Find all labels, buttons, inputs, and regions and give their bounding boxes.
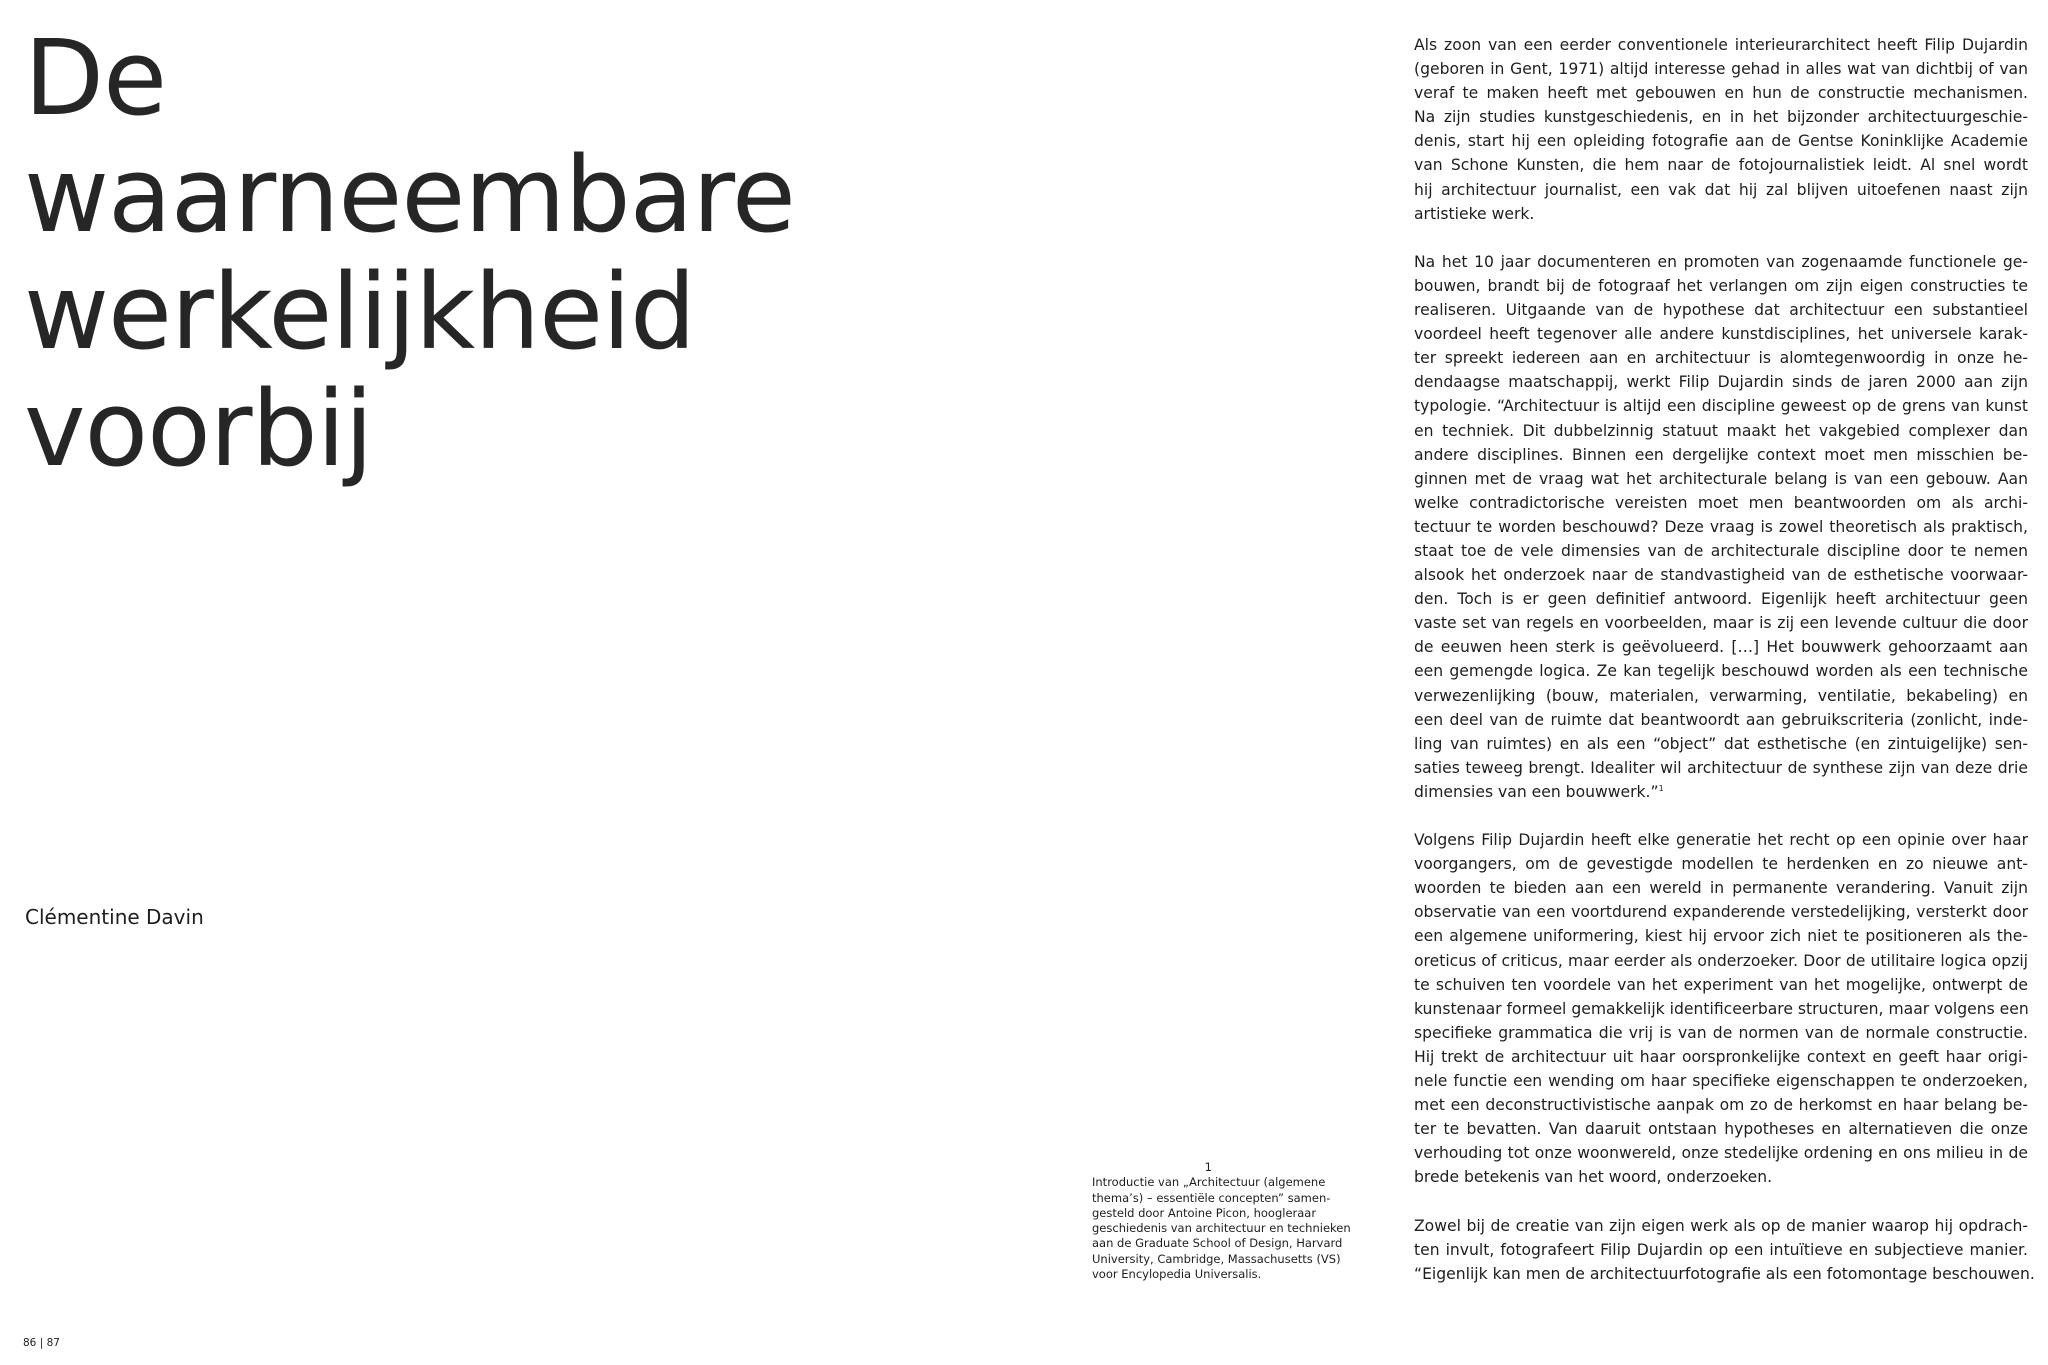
body-line-text: tectuur te worden beschouwd? Deze vraag is zowel theoretisch als praktisch, bbox=[1414, 517, 2028, 536]
body-line bbox=[1414, 708, 2028, 732]
body-paragraph bbox=[1414, 1214, 2035, 1286]
footnote-line: voor Encylopedia Universalis. bbox=[1092, 1267, 1262, 1282]
body-line bbox=[1414, 900, 2028, 924]
body-line bbox=[1414, 298, 2028, 322]
body-line-text: ling van ruimtes) en als een “object” dat esthetische (en zintuigelijke) sen- bbox=[1414, 734, 2028, 753]
body-line-text: Hij trekt de architectuur uit haar oorspronkelijke context en geeft haar origi- bbox=[1414, 1047, 2028, 1066]
body-line-text: realiseren. Uitgaande van de hypothese dat architectuur een substantieel bbox=[1414, 301, 2028, 320]
body-line-text: staat toe de vele dimensies van de architecturale discipline door te nemen bbox=[1414, 541, 2028, 560]
author-name: Clémentine Davin bbox=[25, 905, 204, 929]
body-line bbox=[1414, 539, 2028, 563]
body-line bbox=[1414, 250, 2028, 274]
body-line-text: Als zoon van een eerder conventionele interieurarchitect heeft Filip Dujardin bbox=[1414, 36, 2028, 54]
body-line bbox=[1414, 1093, 2028, 1117]
title-line: werkelijkheid bbox=[24, 251, 696, 373]
body-line bbox=[1414, 1069, 2028, 1093]
body-line bbox=[1414, 1214, 2028, 1238]
body-paragraph bbox=[1414, 33, 2028, 226]
body-line bbox=[1414, 346, 2028, 370]
footnote-text bbox=[1092, 1175, 1351, 1282]
body-line bbox=[1414, 1021, 2028, 1045]
body-line bbox=[1414, 828, 2028, 852]
body-line bbox=[1414, 635, 2028, 659]
footnote-line: geschiedenis van architectuur en technieken bbox=[1092, 1221, 1351, 1236]
body-line-text: met een deconstructivistische aanpak om zo de herkomst en haar belang be- bbox=[1414, 1096, 2028, 1115]
body-line-text: artistieke werk. bbox=[1414, 204, 1535, 223]
body-line-text: saties teweeg brengt. Idealiter wil architectuur de synthese zijn van deze drie bbox=[1414, 758, 2028, 777]
body-line-text: ten invult, fotografeert Filip Dujardin op een intuïtieve en subjectieve manier. bbox=[1414, 1240, 2028, 1259]
body-line-text: “Eigenlijk kan men de architectuurfotografie als een fotomontage beschouwen. bbox=[1414, 1264, 2035, 1283]
footnote-line: gesteld door Antoine Picon, hoogleraar bbox=[1092, 1205, 1317, 1220]
footnote-line: University, Cambridge, Massachusetts (VS) bbox=[1092, 1251, 1341, 1266]
body-line bbox=[1414, 1238, 2028, 1262]
body-line-text: alsook het onderzoek naar de standvastigheid van de esthetische voorwaar- bbox=[1414, 566, 2028, 585]
body-line bbox=[1414, 611, 2028, 635]
body-line bbox=[1414, 1117, 2028, 1141]
body-line-text: vaste set van regels en voorbeelden, maar is zij een levende cultuur die door bbox=[1414, 614, 2028, 633]
body-line bbox=[1414, 1165, 2028, 1189]
body-line-text: woorden te bieden aan een wereld in permanente verandering. Vanuit zijn bbox=[1414, 879, 2028, 898]
body-line-text: ter te bevatten. Van daaruit ontstaan hypotheses en alternatieven die onze bbox=[1414, 1120, 2028, 1139]
body-line-text: van Schone Kunsten, die hem naar de fotojournalistiek leidt. Al snel wordt bbox=[1414, 156, 2028, 175]
body-line-text: specifieke grammatica die vrij is van de normen van de normale constructie. bbox=[1414, 1023, 2028, 1042]
body-line-text: brede betekenis van het woord, onderzoeken. bbox=[1414, 1168, 1773, 1187]
body-line-text: typologie. “Architectuur is altijd een discipline geweest op de grens van kunst bbox=[1414, 397, 2028, 416]
body-line-text: andere disciplines. Binnen een dergelijke context moet men misschien be- bbox=[1414, 445, 2028, 464]
body-line-text: dimensies van een bouwwerk.” bbox=[1414, 782, 1659, 801]
body-line-text: (geboren in Gent, 1971) altijd interesse gehad in alles wat van dichtbij of van bbox=[1414, 60, 2028, 79]
body-line-text: voordeel heeft tegenover alle andere kunstdisciplines, het universele karak- bbox=[1414, 325, 2028, 344]
body-line bbox=[1414, 515, 2028, 539]
body-line-text: verhouding tot onze woonwereld, onze stedelijke ordening en ons milieu in de bbox=[1414, 1144, 2028, 1163]
body-line-text: Volgens Filip Dujardin heeft elke generatie het recht op een opinie over haar bbox=[1414, 831, 2028, 850]
body-paragraph bbox=[1414, 828, 2028, 1189]
body-line bbox=[1414, 419, 2028, 443]
body-line-text: dendaagse maatschappij, werkt Filip Dujardin sinds de jaren 2000 aan zijn bbox=[1414, 373, 2028, 392]
body-text-column bbox=[1414, 33, 2035, 1310]
body-line-text: Zowel bij de creatie van zijn eigen werk als op de manier waarop hij opdrach- bbox=[1414, 1216, 2028, 1235]
footnote-number: 1 bbox=[1204, 1160, 1212, 1174]
body-line-text: welke contradictorische vereisten moet men beantwoorden om als archi- bbox=[1414, 493, 2028, 512]
body-line bbox=[1414, 756, 2028, 780]
footnote-line: aan de Graduate School of Design, Harvard bbox=[1092, 1236, 1343, 1251]
body-line-text: bouwen, brandt bij de fotograaf het verlangen om zijn eigen constructies te bbox=[1414, 276, 2028, 295]
body-line bbox=[1414, 732, 2028, 756]
body-line bbox=[1414, 57, 2028, 81]
body-line bbox=[1414, 394, 2028, 418]
footnote-line: thema’s) – essentiële concepten” samen- bbox=[1092, 1190, 1331, 1205]
body-line bbox=[1414, 1141, 2028, 1165]
article-title bbox=[24, 17, 904, 490]
body-line bbox=[1414, 178, 2028, 202]
body-line-text: voorgangers, om de gevestigde modellen te herdenken en zo nieuwe ant- bbox=[1414, 855, 2028, 874]
body-line-text: verwezenlijking (bouw, materialen, verwarming, ventilatie, bekabeling) en bbox=[1414, 686, 2028, 705]
body-line bbox=[1414, 443, 2028, 467]
body-line bbox=[1414, 587, 2028, 611]
body-line-text: kunstenaar formeel gemakkelijk identificeerbare structuren, maar volgens een bbox=[1414, 999, 2029, 1018]
body-line bbox=[1414, 467, 2028, 491]
body-line bbox=[1414, 852, 2028, 876]
body-line-text: oreticus of criticus, maar eerder als onderzoeker. Door de utilitaire logica opzij bbox=[1414, 951, 2028, 970]
body-line-text: een algemene uniformering, kiest hij ervoor zich niet te positioneren als the- bbox=[1414, 927, 2028, 946]
body-line bbox=[1414, 1045, 2028, 1069]
body-paragraph bbox=[1414, 250, 2028, 804]
body-line bbox=[1414, 129, 2028, 153]
body-line-text: observatie van een voortdurend expanderende verstedelijking, versterkt door bbox=[1414, 903, 2028, 922]
footnote-line: Introductie van „Architectuur (algemene bbox=[1092, 1175, 1326, 1190]
body-line-text: denis, start hij een opleiding fotografie aan de Gentse Koninklijke Academie bbox=[1414, 132, 2028, 151]
body-line bbox=[1414, 876, 2028, 900]
body-line bbox=[1414, 563, 2028, 587]
body-line bbox=[1414, 81, 2028, 105]
body-line-text: ginnen met de vraag wat het architecturale belang is van een gebouw. Aan bbox=[1414, 469, 2028, 488]
body-line bbox=[1414, 491, 2028, 515]
title-line: waarneembare bbox=[24, 134, 795, 256]
body-line-text: ter spreekt iedereen aan en architectuur is alomtegenwoordig in onze he- bbox=[1414, 349, 2028, 368]
body-line bbox=[1414, 33, 2028, 57]
body-line-text: veraf te maken heeft met gebouwen en hun de constructie mechanismen. bbox=[1414, 84, 2028, 103]
body-line-text: en techniek. Dit dubbelzinnig statuut maakt het vakgebied complexer dan bbox=[1414, 421, 2028, 440]
body-line-text: Na het 10 jaar documenteren en promoten van zogenaamde functionele ge- bbox=[1414, 252, 2028, 271]
body-line bbox=[1414, 274, 2028, 298]
body-line-text: een gemengde logica. Ze kan tegelijk beschouwd worden als een technische bbox=[1414, 662, 2028, 681]
body-line bbox=[1414, 780, 2028, 804]
body-line bbox=[1414, 105, 2028, 129]
body-line bbox=[1414, 924, 2028, 948]
body-line-text: Na zijn studies kunstgeschiedenis, en in het bijzonder architectuurgeschie- bbox=[1414, 108, 2028, 127]
page-numbers: 86 | 87 bbox=[23, 1337, 60, 1349]
body-line bbox=[1414, 684, 2028, 708]
body-line bbox=[1414, 153, 2028, 177]
title-line: voorbij bbox=[24, 368, 373, 490]
body-line-text: hij architectuur journalist, een vak dat hij zal blijven uitoefenen naast zijn bbox=[1414, 180, 2028, 199]
title-line: De bbox=[24, 17, 167, 139]
body-line-text: de eeuwen heen sterk is geëvolueerd. […] Het bouwwerk gehoorzaamt aan bbox=[1414, 638, 2028, 657]
body-line bbox=[1414, 202, 2028, 226]
body-line bbox=[1414, 949, 2028, 973]
body-line bbox=[1414, 370, 2028, 394]
body-line bbox=[1414, 997, 2028, 1021]
body-line bbox=[1414, 659, 2028, 683]
body-line bbox=[1414, 1262, 2035, 1286]
body-line-text: den. Toch is er geen definitief antwoord. Eigenlijk heeft architectuur geen bbox=[1414, 590, 2028, 609]
footnote bbox=[1092, 1160, 1351, 1282]
footnote-reference: 1 bbox=[1658, 783, 1664, 793]
body-line-text: een deel van de ruimte dat beantwoordt aan gebruikscriteria (zonlicht, inde- bbox=[1414, 710, 2028, 729]
body-line bbox=[1414, 973, 2028, 997]
body-line bbox=[1414, 322, 2028, 346]
body-line-text: nele functie een wending om haar specifieke eigenschappen te onderzoeken, bbox=[1414, 1072, 2028, 1091]
body-line-text: te schuiven ten voordele van het experiment van het mogelijke, ontwerpt de bbox=[1414, 975, 2028, 994]
